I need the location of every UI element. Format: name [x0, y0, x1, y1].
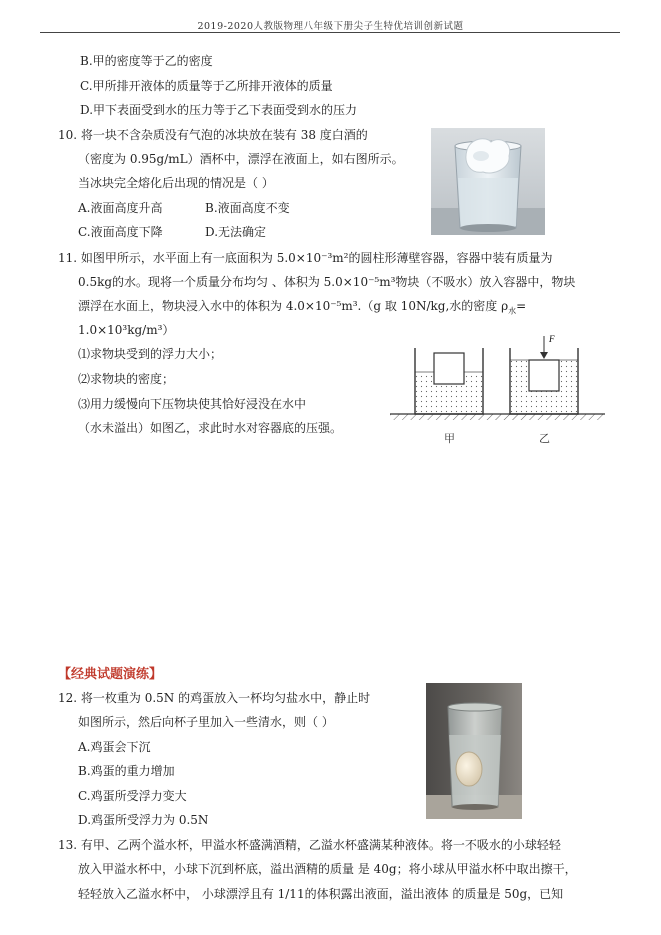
container-jia [415, 348, 483, 414]
q12-line-1: 12. 将一枚重为 0.5N 的鸡蛋放入一杯均匀盐水中，静止时 [58, 691, 371, 705]
q10-option-b: B.液面高度不变 [205, 201, 290, 215]
q12-line-2: 如图所示，然后向杯子里加入一些清水，则（ ） [78, 715, 334, 729]
q11-line-1: 11. 如图甲所示，水平面上有一底面积为 5.0×10⁻³m²的圆柱形薄壁容器，容器中装有质量为 [58, 251, 553, 265]
q11-sub-3b: （水未溢出）如图乙，求此时水对容器底的压强。 [78, 421, 343, 435]
force-label: F [549, 334, 555, 344]
q11-line-4: 1.0×10³kg/m³） [78, 323, 175, 337]
container-yi [510, 334, 578, 414]
label-jia: 甲 [444, 432, 455, 445]
q13-line-3: 轻轻放入乙溢水杯中， 小球漂浮且有 1/11的体积露出液面，溢出液体 的质量是 50g，已知 [78, 887, 564, 901]
q12-option-b: B.鸡蛋的重力增加 [78, 764, 175, 778]
q9-option-b: B.甲的密度等于乙的密度 [80, 54, 213, 68]
q9-option-d: D.甲下表面受到水的压力等于乙下表面受到水的压力 [80, 103, 358, 117]
page-header: 2019-2020人教版物理八年级下册尖子生特优培训创新试题 [197, 21, 464, 32]
q10-line-3: 当冰块完全熔化后出现的情况是（ ） [78, 176, 274, 190]
q10-line-1: 10. 将一块不含杂质没有气泡的冰块放在装有 38 度白酒的 [58, 128, 368, 142]
ice-glass-photo [431, 128, 545, 235]
egg-glass-photo [426, 683, 522, 819]
q12-option-d: D.鸡蛋所受浮力为 0.5N [78, 813, 209, 827]
q13-line-1: 13. 有甲、乙两个溢水杯，甲溢水杯盛满酒精，乙溢水杯盛满某种液体。将一不吸水的小球轻轻 [58, 838, 561, 852]
q11-sub-1: ⑴求物块受到的浮力大小； [78, 347, 223, 361]
container-diagram [390, 330, 605, 455]
q11-line-3-text: 漂浮在水面上，物块浸入水中的体积为 4.0×10⁻⁵m³.（g 取 10N/kg,水的密度 ρ [78, 299, 509, 313]
q11-line-3 [78, 298, 526, 319]
rho-equals: = [516, 299, 527, 313]
q12-option-a: A.鸡蛋会下沉 [78, 740, 151, 754]
header-divider [40, 32, 620, 33]
q10-line-2: （密度为 0.95g/mL）酒杯中，漂浮在液面上，如右图所示。 [78, 152, 404, 166]
section-title: 【经典试题演练】 [58, 667, 163, 682]
label-yi: 乙 [539, 432, 550, 445]
q11-sub-2: ⑵求物块的密度； [78, 372, 175, 386]
q11-line-2: 0.5kg的水。现将一个质量分布均匀 、体积为 5.0×10⁻⁵m³物块（不吸水）放入容器中，物块 [78, 275, 576, 289]
q13-line-2: 放入甲溢水杯中，小球下沉到杯底，溢出酒精的质量 是 40g；将小球从甲溢水杯中取出擦干， [78, 862, 577, 876]
q9-option-c: C.甲所排开液体的质量等于乙所排开液体的质量 [80, 79, 333, 93]
q10-option-c: C.液面高度下降 [78, 225, 163, 239]
q10-option-d: D.无法确定 [205, 225, 267, 239]
rho-subscript: 水 [508, 306, 517, 316]
q11-sub-3: ⑶用力缓慢向下压物块使其恰好浸没在水中 [78, 397, 307, 411]
q12-option-c: C.鸡蛋所受浮力变大 [78, 789, 187, 803]
q10-option-a: A.液面高度升高 [78, 201, 163, 215]
